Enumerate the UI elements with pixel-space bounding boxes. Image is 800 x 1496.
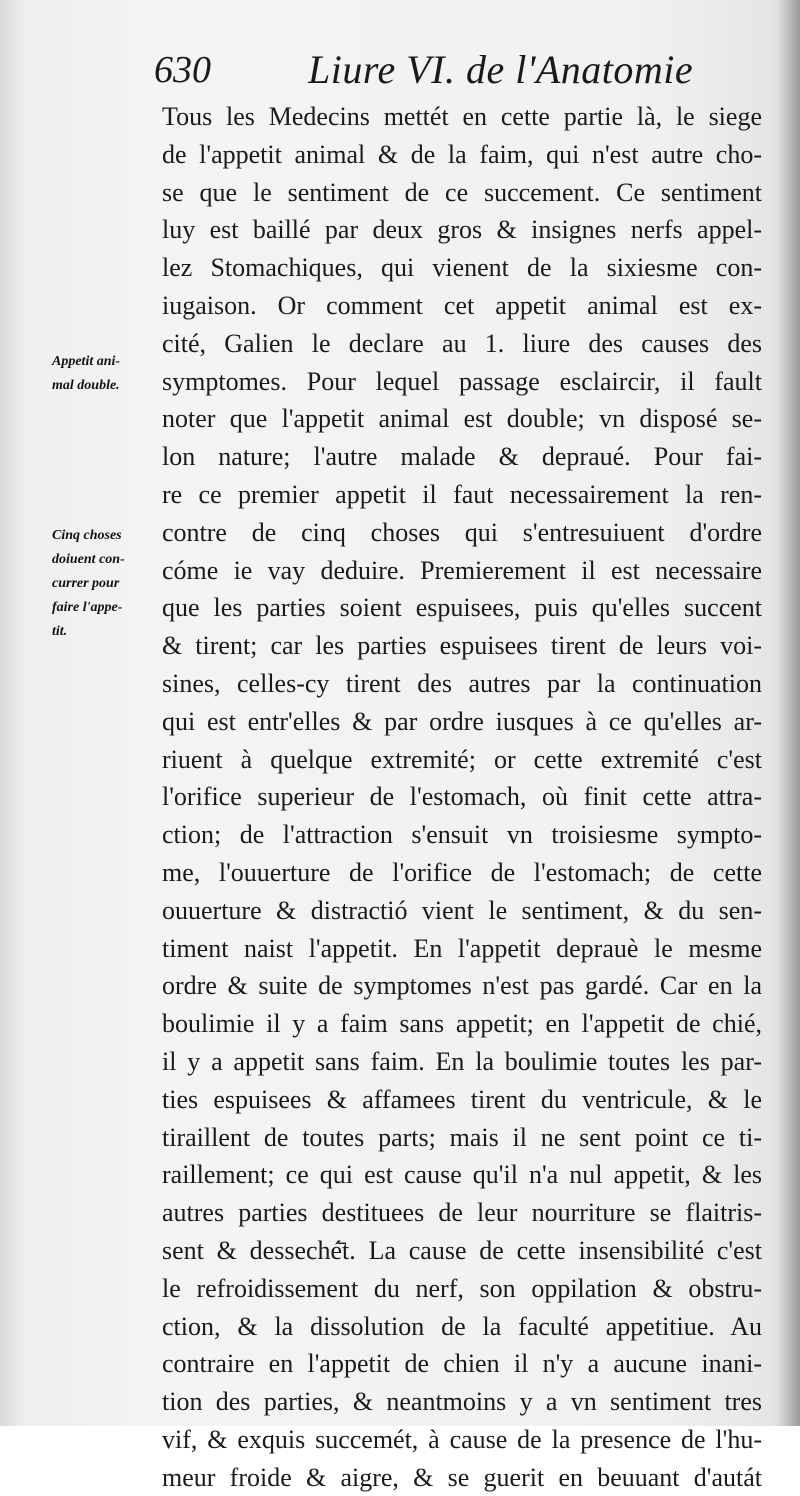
text-line: symptomes. Pour lequel passage esclaircir, il fault (162, 366, 762, 396)
text-line: riuent à quelque extremité; or cette extremité c'est (162, 744, 762, 774)
margin-note-line: Cinq choses (52, 528, 122, 543)
text-line: iugaison. Or comment cet appetit animal est ex- (162, 290, 762, 320)
text-line: ordre & suite de symptomes n'est pas gardé. Car en la (162, 971, 762, 1001)
page-header (150, 46, 694, 96)
text-line: autres parties destituees de leur nourriture se flaitris- (162, 1198, 762, 1228)
text-line: me, l'ouuerture de l'orifice de l'estomach; de cette (162, 857, 762, 887)
text-line: il y a appetit sans faim. En la boulimie toutes les par- (162, 1046, 762, 1076)
text-line: qui est entr'elles & par ordre iusques à ce qu'elles ar- (162, 706, 762, 736)
text-line: le refroidissement du nerf, son oppilation & obstru- (162, 1273, 762, 1303)
text-line: tiraillent de toutes parts; mais il ne sent point ce ti- (162, 1122, 762, 1152)
page-number: 630 (154, 49, 211, 91)
text-line: meur froide & aigre, & se guerit en beuuant d'autát (162, 1462, 762, 1492)
text-line: Tous les Medecins mettét en cette partie là, le siege (162, 102, 762, 131)
text-line: raillement; ce qui est cause qu'il n'a nul appetit, & les (162, 1160, 762, 1190)
text-line: tion des parties, & neantmoins y a vn sentiment tres (162, 1387, 762, 1417)
text-line: sent & desseché̄t. La cause de cette insensibilité c'est (162, 1235, 762, 1265)
margin-note-line: tit. (52, 624, 68, 639)
text-line: & tirent; car les parties espuisees tirent de leurs voi- (162, 631, 762, 661)
margin-note-appetit-double (52, 350, 162, 398)
margin-note-line: currer pour (52, 576, 120, 591)
text-line: ction, & la dissolution de la faculté appetitiue. Au (162, 1311, 762, 1341)
body-text (162, 98, 762, 1496)
text-line: contre de cinq choses qui s'entresuiuent d'ordre (162, 517, 762, 547)
text-line: cóme ie vay deduire. Premierement il est necessaire (162, 555, 762, 585)
running-title: Liure VI. de l'Anatomie (308, 47, 694, 92)
margin-note-cinq-choses (52, 524, 162, 644)
text-line: l'orifice superieur de l'estomach, où finit cette attra- (162, 782, 762, 812)
text-line: ction; de l'attraction s'ensuit vn troisiesme sympto- (162, 820, 762, 850)
text-line: lez Stomachiques, qui vienent de la sixiesme con- (162, 253, 762, 283)
margin-note-line: doiuent con- (52, 552, 125, 567)
margin-note-line: Appetit ani- (52, 354, 121, 369)
page-edge-shadow (778, 0, 800, 1426)
text-line: cité, Galien le declare au 1. liure des causes des (162, 328, 762, 358)
text-line: ouuerture & distractió vient le sentiment, & du sen- (162, 895, 762, 925)
text-line: se que le sentiment de ce succement. Ce sentiment (162, 177, 762, 207)
text-line: contraire en l'appetit de chien il n'y a aucune inani- (162, 1349, 762, 1379)
text-line: re ce premier appetit il faut necessairement la ren- (162, 479, 762, 509)
text-line: timent naist l'appetit. En l'appetit deprauè le mesme (162, 933, 762, 963)
margin-note-line: faire l'appe- (52, 600, 123, 615)
text-line: noter que l'appetit animal est double; vn disposé se- (162, 404, 762, 434)
text-line: sines, celles-cy tirent des autres par la continuation (162, 668, 762, 698)
text-line: ties espuisees & affamees tirent du ventricule, & le (162, 1084, 762, 1114)
text-line: boulimie il y a faim sans appetit; en l'appetit de chié, (162, 1009, 762, 1039)
text-line: de l'appetit animal & de la faim, qui n'est autre cho- (162, 139, 762, 169)
text-line: luy est baillé par deux gros & insignes nerfs appel- (162, 215, 762, 245)
margin-note-line: mal double. (52, 378, 120, 393)
text-line: vif, & exquis succemét, à cause de la presence de l'hu- (162, 1424, 762, 1454)
text-line: que les parties soient espuisees, puis qu'elles succent (162, 593, 762, 623)
text-line: lon nature; l'autre malade & depraué. Pour fai- (162, 442, 762, 472)
